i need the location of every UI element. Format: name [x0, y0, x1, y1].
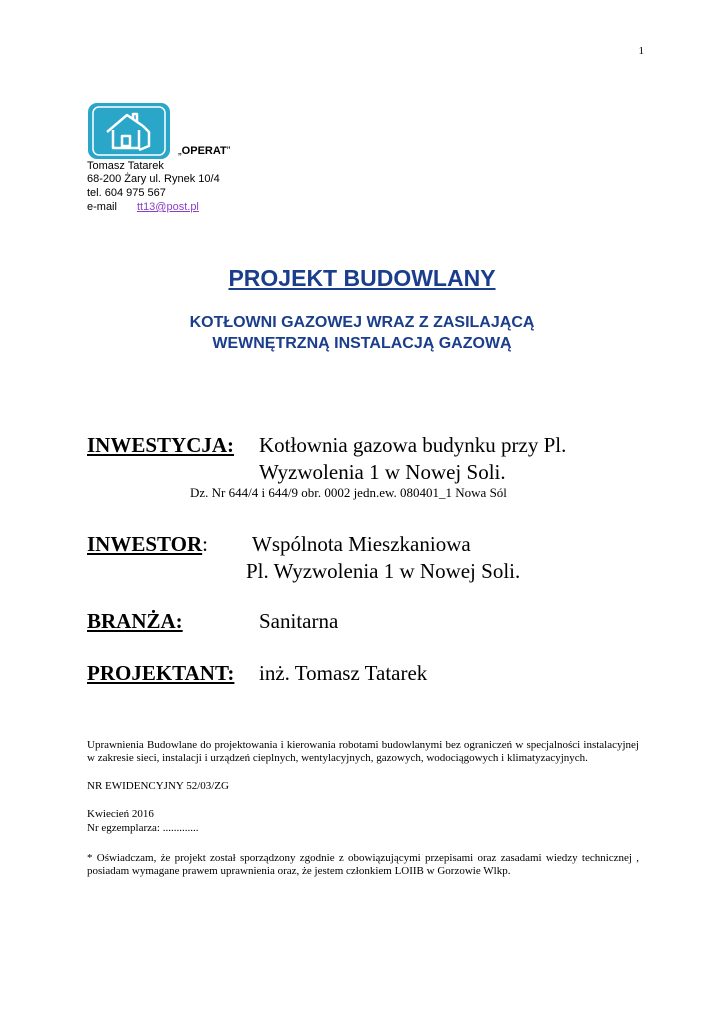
investor-label-row [87, 532, 208, 557]
investment-parcel: Dz. Nr 644/4 i 644/9 obr. 0002 jedn.ew. 080401_1 Nowa Sól [190, 485, 507, 500]
investment-line-1: Kotłownia gazowa budynku przy Pl. [259, 433, 567, 457]
copy-number: Nr egzemplarza: ............. [87, 822, 199, 834]
document-date: Kwiecień 2016 [87, 808, 154, 820]
investment-line-2: Wyzwolenia 1 w Nowej Soli. [259, 460, 506, 484]
registry-number: NR EWIDENCYJNY 52/03/ZG [87, 780, 229, 792]
declaration-text: * Oświadczam, że projekt został sporządzony zgodnie z obowiązującymi przepisami oraz zasadami wiedzy technicznej , posiadam wymagane prawem uprawnienia oraz, że jestem członkiem LOIIB w Gorzowie Wlkp. [87, 852, 639, 877]
subtitle-line-1: KOTŁOWNI GAZOWEJ WRAZ Z ZASILAJĄCĄ [189, 314, 535, 331]
permissions-text: Uprawnienia Budowlane do projektowania i kierowania robotami budowlanymi bez ograniczeń w specjalności instalacyjnej w zakresie sieci, instalacji i urządzeń cieplnych, wentylacyjnych, gazowych, wodociągowych i klimatyzacyjnych. [87, 739, 639, 764]
company-person: Tomasz Tatarek [87, 160, 164, 172]
subtitle-line-2: WEWNĘTRZNĄ INSTALACJĄ GAZOWĄ [212, 335, 512, 352]
investment-label: INWESTYCJA: [87, 433, 235, 457]
investor-line-1: Wspólnota Mieszkaniowa [252, 532, 471, 556]
designer-value: inż. Tomasz Tatarek [259, 661, 428, 685]
company-name: „OPERAT” [178, 145, 231, 157]
branch-value: Sanitarna [259, 609, 339, 633]
designer-label: PROJEKTANT: [87, 661, 235, 685]
email-link[interactable]: tt13@post.pl [136, 201, 199, 213]
branch-label: BRANŻA: [87, 609, 183, 633]
page-number: 1 [638, 45, 644, 57]
company-phone: tel. 604 975 567 [87, 187, 166, 199]
company-address: 68-200 Żary ul. Rynek 10/4 [87, 173, 220, 185]
email-label: e-mail [87, 201, 117, 213]
investor-line-2: Pl. Wyzwolenia 1 w Nowej Soli. [246, 559, 521, 583]
company-email-row [87, 201, 199, 213]
investor-label: INWESTOR [87, 532, 203, 556]
house-logo-icon [87, 102, 171, 160]
investor-colon: : [202, 532, 208, 556]
document-title: PROJEKT BUDOWLANY [228, 265, 496, 291]
